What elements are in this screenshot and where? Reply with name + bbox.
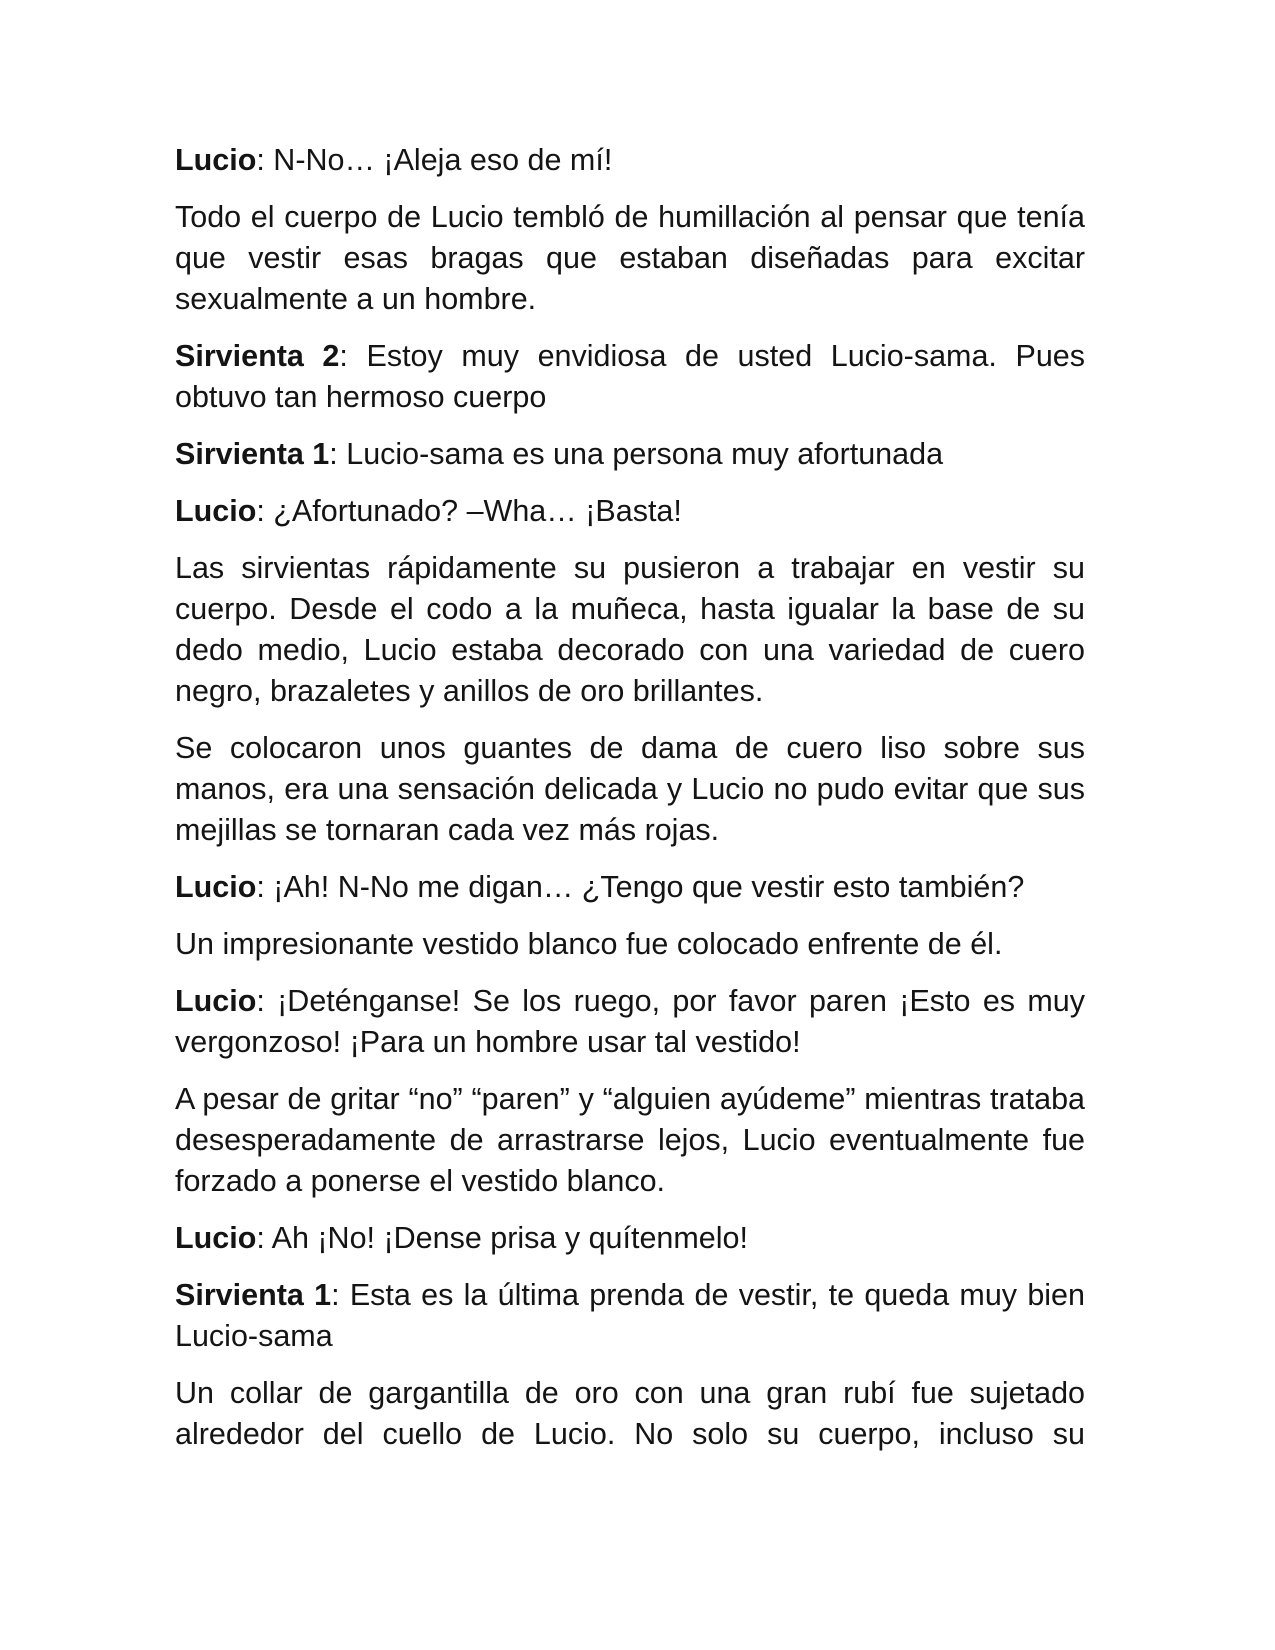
narration-paragraph: A pesar de gritar “no” “paren” y “alguien ayúdeme” mientras trataba desesperadamente de arrastrarse lejos, Lucio eventualmente fue forzado a ponerse el vestido blanco.	[175, 1082, 1085, 1198]
narration-paragraph: Se colocaron unos guantes de dama de cuero liso sobre sus manos, era una sensación delicada y Lucio no pudo evitar que sus mejillas se tornaran cada vez más rojas.	[175, 731, 1085, 847]
dialogue-line	[175, 981, 1085, 1063]
narration-paragraph: Las sirvientas rápidamente su pusieron a trabajar en vestir su cuerpo. Desde el codo a la muñeca, hasta igualar la base de su dedo medio, Lucio estaba decorado con una variedad de cuero negro, brazaletes y anillos de oro brillantes.	[175, 551, 1085, 708]
dialogue-line	[175, 1275, 1085, 1357]
dialogue-text: : ¡Deténganse! Se los ruego, por favor paren ¡Esto es muy vergonzoso! ¡Para un hombre usar tal vestido!	[175, 984, 1085, 1059]
speaker-name: Lucio	[175, 143, 257, 177]
narration-paragraph: Un collar de gargantilla de oro con una gran rubí fue sujetado alrededor del cuello de Lucio. No solo su cuerpo, incluso su	[175, 1376, 1085, 1451]
dialogue-text: : N-No… ¡Aleja eso de mí!	[256, 143, 613, 177]
dialogue-text: : Ah ¡No! ¡Dense prisa y quítenmelo!	[256, 1221, 748, 1255]
dialogue-line	[175, 140, 1085, 181]
dialogue-text: : ¿Afortunado? –Wha… ¡Basta!	[256, 494, 682, 528]
dialogue-text: : Estoy muy envidiosa de usted Lucio-sama. Pues obtuvo tan hermoso cuerpo	[175, 339, 1085, 414]
dialogue-text: : Esta es la última prenda de vestir, te queda muy bien Lucio-sama	[175, 1278, 1085, 1353]
speaker-name: Sirvienta 1	[175, 437, 330, 471]
speaker-name: Sirvienta 1	[175, 1278, 332, 1312]
page-text	[175, 140, 1085, 1471]
speaker-name: Lucio	[175, 494, 257, 528]
dialogue-line	[175, 491, 1085, 532]
speaker-name: Lucio	[175, 1221, 257, 1255]
dialogue-text: : ¡Ah! N-No me digan… ¿Tengo que vestir esto también?	[256, 870, 1025, 904]
dialogue-line	[175, 434, 1085, 475]
dialogue-line	[175, 867, 1085, 908]
dialogue-line	[175, 336, 1085, 418]
speaker-name: Sirvienta 2	[175, 339, 340, 373]
narration-paragraph: Todo el cuerpo de Lucio tembló de humillación al pensar que tenía que vestir esas bragas que estaban diseñadas para excitar sexualmente a un hombre.	[175, 200, 1085, 316]
speaker-name: Lucio	[175, 870, 257, 904]
speaker-name: Lucio	[175, 984, 257, 1018]
dialogue-line	[175, 1218, 1085, 1259]
narration-paragraph: Un impresionante vestido blanco fue colocado enfrente de él.	[175, 927, 1003, 961]
dialogue-text: : Lucio-sama es una persona muy afortunada	[329, 437, 944, 471]
